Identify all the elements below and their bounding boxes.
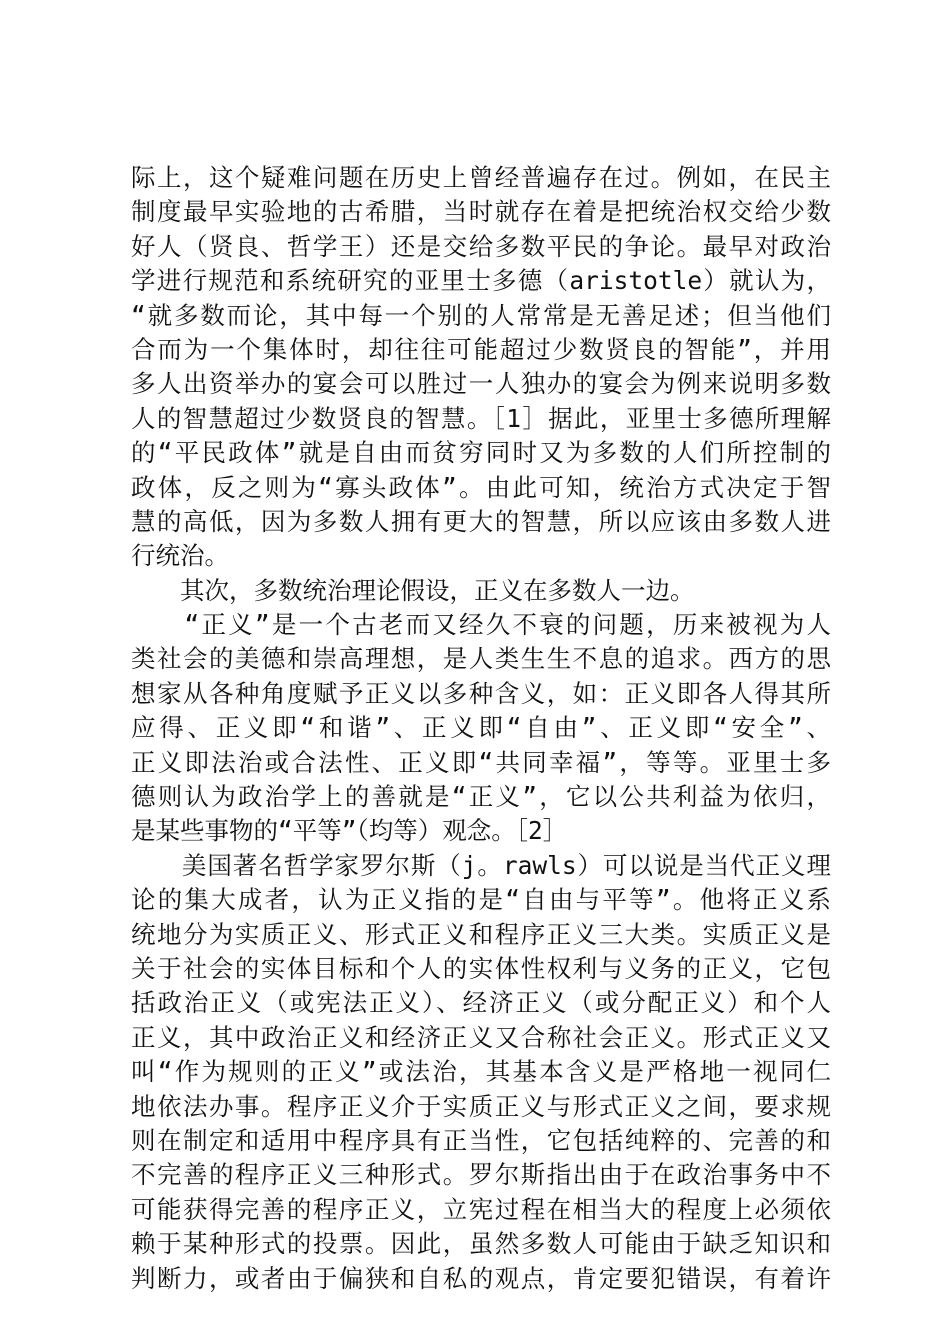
text-line: 可能获得完善的程序正义，立宪过程在相当大的程度上必须依 [131, 1194, 831, 1224]
text-line: 多人出资举办的宴会可以胜过一人独办的宴会为例来说明多数 [131, 369, 831, 399]
text-line: 慧的高低，因为多数人拥有更大的智慧，所以应该由多数人进 [131, 506, 831, 536]
text-line: 行统治。 [131, 541, 229, 571]
text-line: 地依法办事。程序正义介于实质正义与形式正义之间，要求规 [131, 1091, 831, 1121]
text-line: 则在制定和适用中程序具有正当性，它包括纯粹的、完善的和 [131, 1125, 831, 1155]
text-line: 际上，这个疑难问题在历史上曾经普遍存在过。例如，在民主 [131, 163, 831, 192]
text-line: 人的智慧超过少数贤良的智慧。［1］据此，亚里士多德所理解 [131, 403, 831, 433]
text-line: “正义”是一个古老而又经久不衰的问题，历来被视为人 [131, 610, 831, 640]
text-line: 美国著名哲学家罗尔斯（j。rawls）可以说是当代正义理 [131, 850, 831, 880]
text-line: 统地分为实质正义、形式正义和程序正义三大类。实质正义是 [131, 919, 831, 949]
body-text [131, 161, 831, 1296]
text-line: 是某些事物的“平等”（均等）观念。［2］ [131, 816, 568, 846]
text-line: 的“平民政体”就是自由而贫穷同时又为多数的人们所控制的 [131, 438, 831, 468]
text-line: 叫“作为规则的正义”或法治，其基本含义是严格地一视同仁 [131, 1057, 831, 1087]
text-line: 学进行规范和系统研究的亚里士多德（aristotle）就认为， [131, 266, 831, 296]
text-line: 想家从各种角度赋予正义以多种含义，如：正义即各人得其所 [131, 678, 831, 708]
text-line: 合而为一个集体时，却往往可能超过少数贤良的智能”，并用 [131, 334, 831, 364]
text-line: “就多数而论，其中每一个别的人常常是无善足述；但当他们 [131, 300, 831, 330]
text-line: 应得、正义即“和谐”、正义即“自由”、正义即“安全”、 [131, 713, 831, 743]
text-line: 德则认为政治学上的善就是“正义”，它以公共利益为依归， [131, 782, 831, 812]
text-line: 关于社会的实体目标和个人的实体性权利与义务的正义，它包 [131, 953, 831, 983]
text-line: 好人（贤良、哲学王）还是交给多数平民的争论。最早对政治 [131, 231, 831, 261]
text-line: 不完善的程序正义三种形式。罗尔斯指出由于在政治事务中不 [131, 1160, 831, 1190]
text-line: 判断力，或者由于偏狭和自私的观点，肯定要犯错误，有着许 [131, 1263, 831, 1293]
text-line: 类社会的美德和崇高理想，是人类生生不息的追求。西方的思 [131, 644, 831, 674]
text-line: 论的集大成者，认为正义指的是“自由与平等”。他将正义系 [131, 885, 831, 915]
text-line: 正义，其中政治正义和经济正义又合称社会正义。形式正义又 [131, 1022, 831, 1052]
text-line: 制度最早实验地的古希腊，当时就存在着是把统治权交给少数 [131, 197, 831, 227]
text-line: 政体，反之则为“寡头政体”。由此可知，统治方式决定于智 [131, 472, 831, 502]
text-line: 正义即法治或合法性、正义即“共同幸福”，等等。亚里士多 [131, 747, 831, 777]
text-line: 括政治正义（或宪法正义）、经济正义（或分配正义）和个人 [131, 988, 831, 1018]
text-line: 赖于某种形式的投票。因此，虽然多数人可能由于缺乏知识和 [131, 1229, 831, 1259]
text-line: 其次，多数统治理论假设，正义在多数人一边。 [131, 575, 695, 605]
